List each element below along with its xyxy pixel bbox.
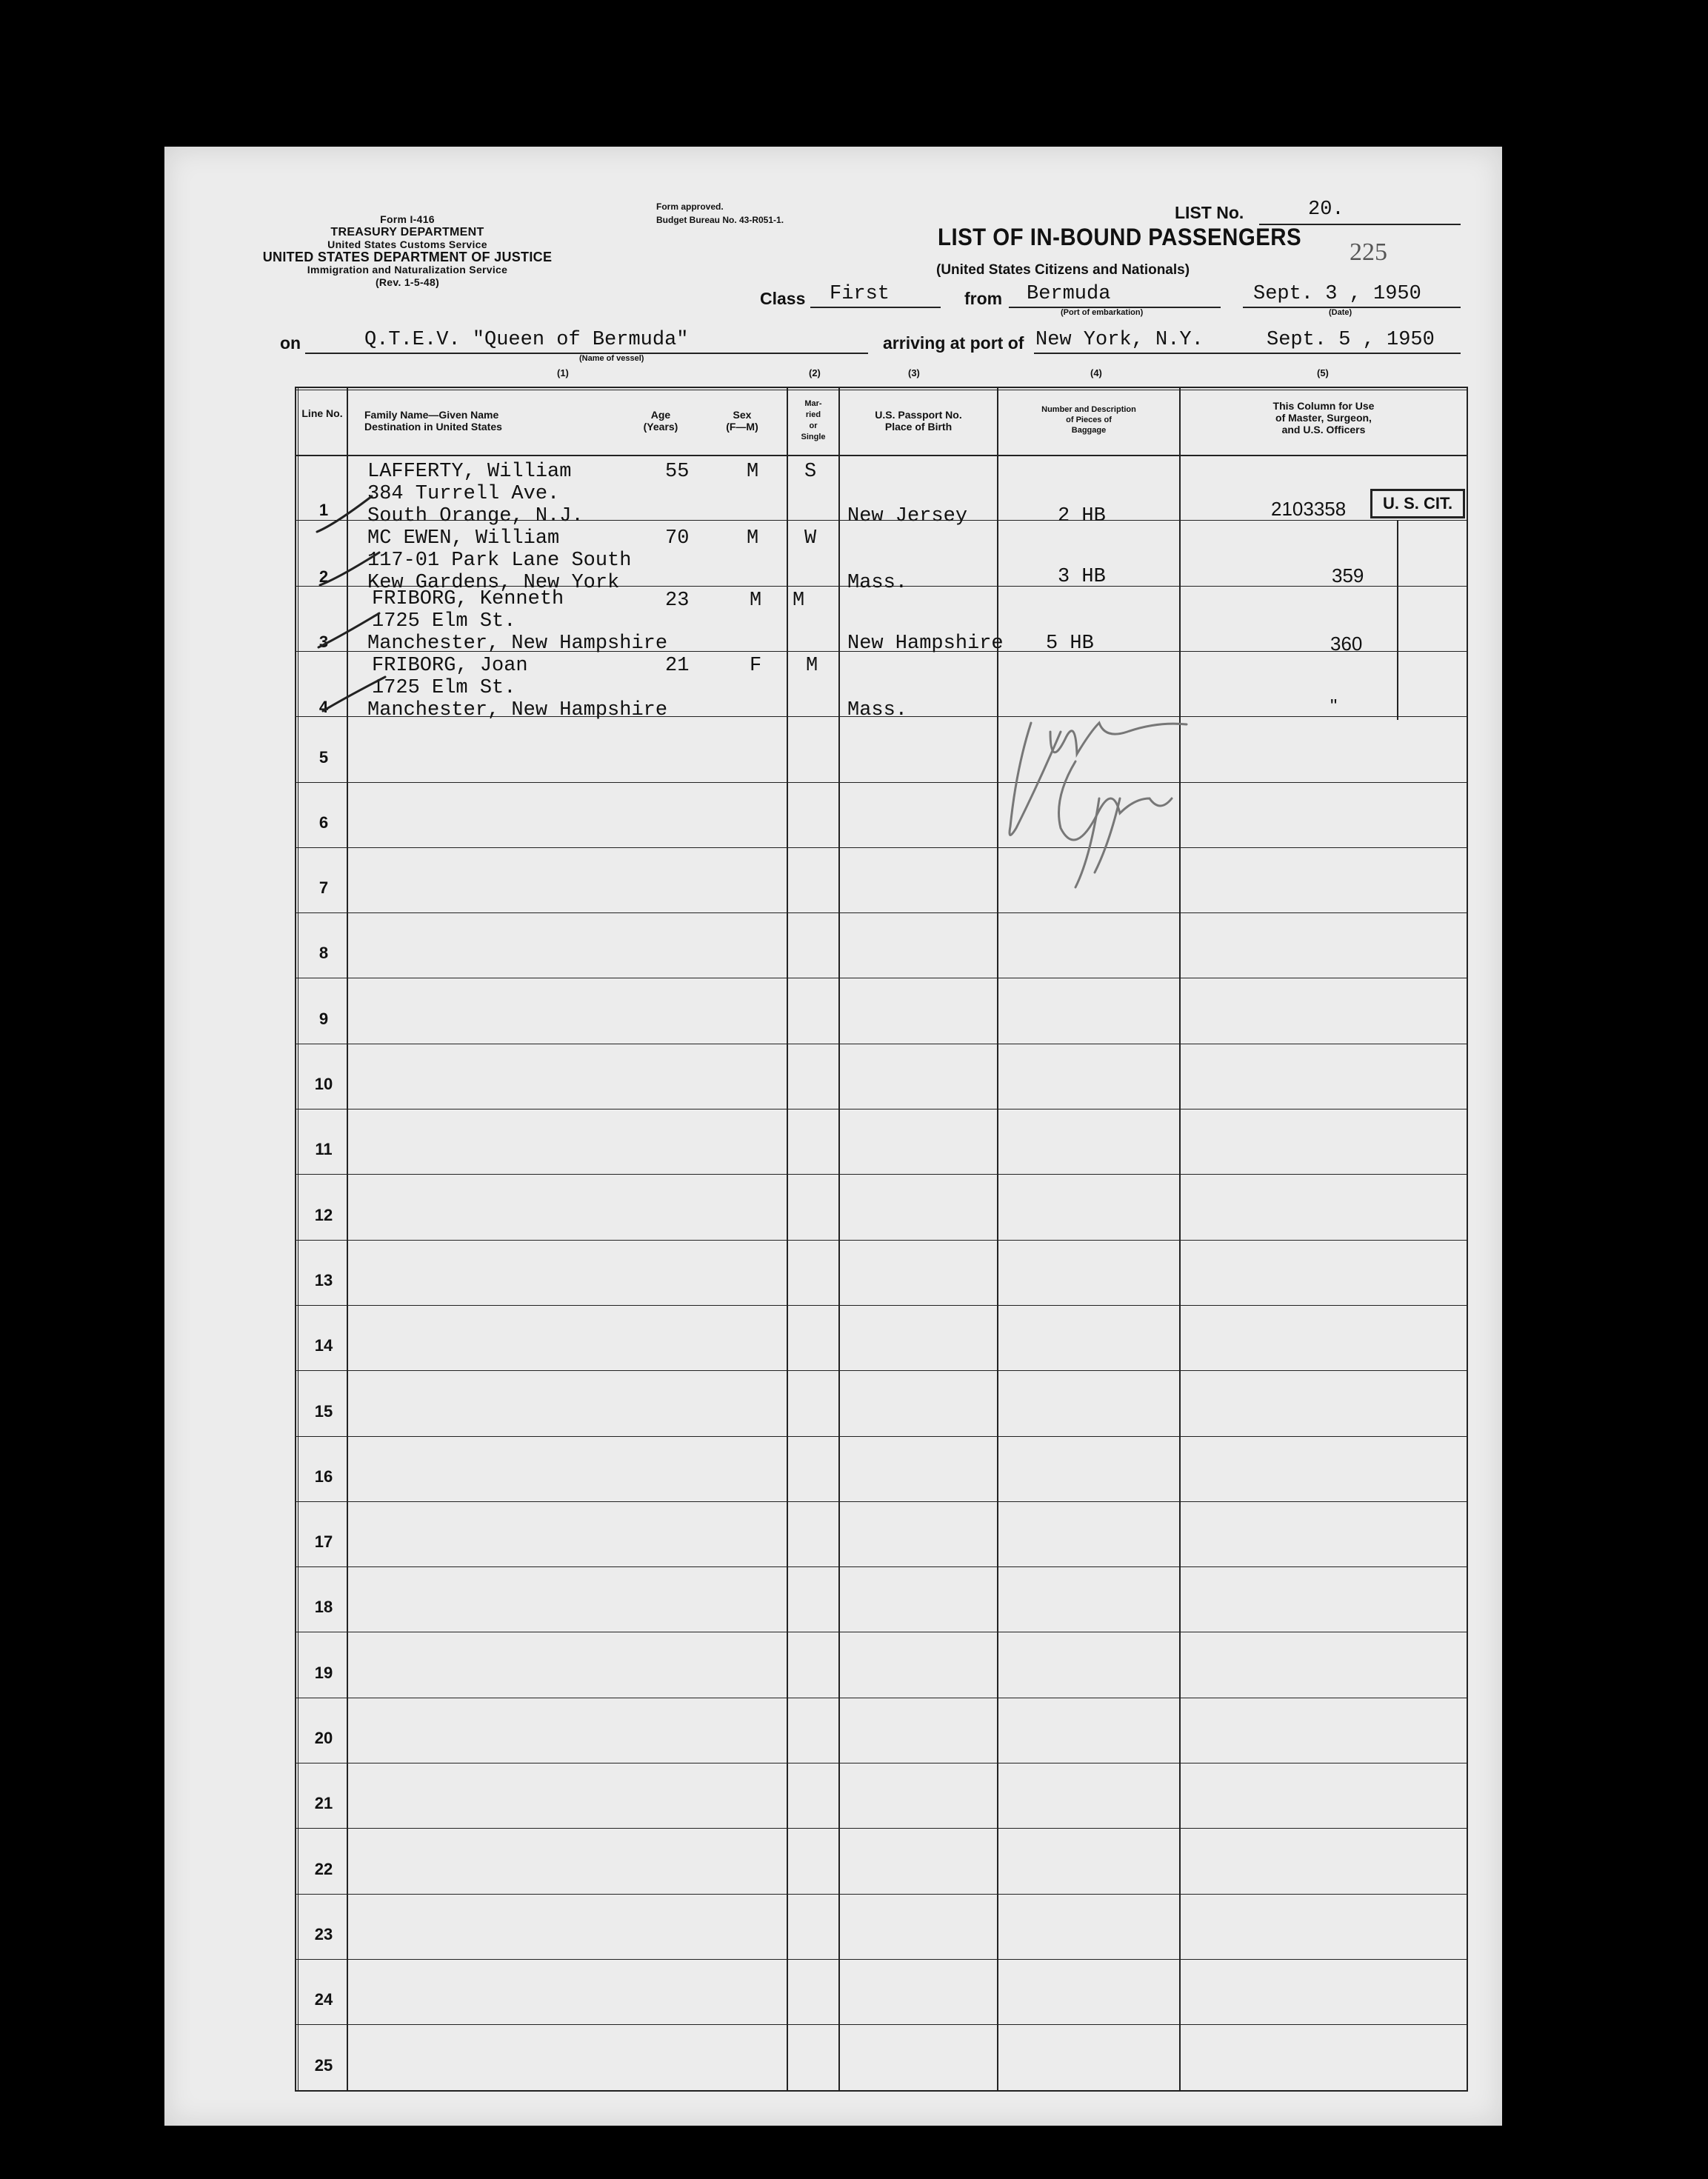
officer-note: 2103358 <box>1271 498 1347 520</box>
baggage: 3 HB <box>1058 566 1106 588</box>
passenger-name: LAFFERTY, William <box>367 461 572 483</box>
vessel-caption: (Name of vessel) <box>579 354 644 363</box>
passenger-name: FRIBORG, Kenneth <box>372 588 564 610</box>
line-number: 12 <box>314 1206 333 1224</box>
row-rule <box>295 1370 1468 1371</box>
page-number: 225 <box>1350 238 1387 266</box>
passenger-city: Kew Gardens, New York <box>367 572 620 594</box>
row-rule <box>295 1501 1468 1502</box>
passenger-address: 1725 Elm St. <box>372 610 516 633</box>
page-subtitle: (United States Citizens and Nationals) <box>936 262 1190 278</box>
revision: (Rev. 1-5-48) <box>375 276 440 288</box>
passenger-marital: M <box>806 655 818 677</box>
baggage: 5 HB <box>1046 633 1094 655</box>
col-num-3: (3) <box>908 367 920 378</box>
passenger-name: MC EWEN, William <box>367 527 560 550</box>
class-label: Class <box>760 289 806 308</box>
birthplace: New Hampshire <box>847 633 1004 655</box>
us-citizen-stamp: U. S. CIT. <box>1370 489 1465 518</box>
line-number: 8 <box>318 944 329 962</box>
form-approved: Form approved. <box>656 201 724 212</box>
line-number: 10 <box>314 1075 333 1093</box>
passenger-sex: F <box>750 655 762 677</box>
from-port: Bermuda <box>1027 283 1111 305</box>
row-rule <box>295 2024 1468 2025</box>
passenger-city: Manchester, New Hampshire <box>367 699 668 721</box>
line-number: 9 <box>318 1010 329 1028</box>
row-rule <box>295 2090 1468 2091</box>
row-rule <box>295 1305 1468 1306</box>
header-married: Mar- ried or Single <box>801 399 826 441</box>
header-officers: This Column for Use of Master, Surgeon, and U.S. Officers <box>1272 400 1375 436</box>
passenger-age: 55 <box>665 461 690 483</box>
page-title: LIST OF IN-BOUND PASSENGERS <box>938 224 1302 250</box>
line-number: 17 <box>314 1532 333 1551</box>
row-rule <box>295 1240 1468 1241</box>
passenger-marital: W <box>804 527 817 550</box>
passenger-address: 117-01 Park Lane South <box>367 550 632 572</box>
line-number: 22 <box>314 1860 333 1878</box>
line-number: 20 <box>314 1729 333 1747</box>
line-number: 24 <box>314 1990 333 2009</box>
row-rule <box>295 1959 1468 1960</box>
line-number: 2 <box>318 567 329 586</box>
line-number: 1 <box>318 501 329 519</box>
header-baggage: Number and Description of Pieces of Baggage <box>1041 405 1136 435</box>
line-number: 5 <box>318 748 329 767</box>
line-number: 15 <box>314 1402 333 1421</box>
line-number: 13 <box>314 1271 333 1289</box>
form-number: Form I-416 <box>380 213 435 225</box>
line-number: 14 <box>314 1336 333 1355</box>
row-rule <box>295 1828 1468 1829</box>
class-value: First <box>830 283 890 305</box>
birthplace: Mass. <box>847 699 908 721</box>
budget-bureau: Budget Bureau No. 43-R051-1. <box>656 215 784 225</box>
line-number: 25 <box>314 2056 333 2075</box>
check-mark <box>320 553 379 585</box>
line-number: 21 <box>314 1794 333 1812</box>
col-num-2: (2) <box>809 367 821 378</box>
list-no: 20. <box>1308 198 1344 221</box>
check-mark <box>323 677 385 711</box>
line-number: 4 <box>318 698 329 716</box>
handwriting-overlay <box>164 147 1502 1035</box>
passenger-marital: M <box>793 590 805 612</box>
passenger-age: 23 <box>665 590 690 612</box>
passenger-sex: M <box>750 590 762 612</box>
line-number: 11 <box>315 1140 333 1158</box>
line-number: 7 <box>318 878 329 897</box>
officer-note: 359 <box>1332 564 1364 587</box>
arrival-date: Sept. 5 , 1950 <box>1267 329 1435 351</box>
check-mark <box>318 613 379 647</box>
inspector-signature <box>1010 723 1187 887</box>
line-number: 18 <box>314 1598 333 1616</box>
passenger-name: FRIBORG, Joan <box>372 655 528 677</box>
customs-service: United States Customs Service <box>327 238 487 250</box>
header-age: Age (Years) <box>643 409 678 433</box>
check-mark <box>317 496 372 532</box>
officer-note: " <box>1330 695 1338 717</box>
passenger-age: 70 <box>665 527 690 550</box>
list-no-label: LIST No. <box>1175 203 1244 222</box>
justice-dept: UNITED STATES DEPARTMENT OF JUSTICE <box>262 250 553 264</box>
birthplace: Mass. <box>847 572 908 594</box>
date-caption: (Date) <box>1329 308 1352 317</box>
line-number: 23 <box>314 1925 333 1943</box>
passenger-marital: S <box>804 461 817 483</box>
line-number: 6 <box>318 813 329 832</box>
row-rule <box>295 1566 1468 1567</box>
passenger-sex: M <box>747 461 759 483</box>
header-line-no: Line No. <box>301 407 343 419</box>
col-num-1: (1) <box>557 367 569 378</box>
arrival-port: New York, N.Y. <box>1035 329 1204 351</box>
ins-service: Immigration and Naturalization Service <box>307 264 508 276</box>
line-number: 16 <box>314 1467 333 1486</box>
passenger-address: 384 Turrell Ave. <box>367 483 560 505</box>
passenger-sex: M <box>747 527 759 550</box>
header-passport: U.S. Passport No. Place of Birth <box>875 409 962 433</box>
passenger-city: South Orange, N.J. <box>367 505 584 527</box>
col-num-4: (4) <box>1090 367 1102 378</box>
line-number: 3 <box>318 633 329 651</box>
row-rule <box>295 1436 1468 1437</box>
passenger-age: 21 <box>665 655 690 677</box>
treasury-dept: TREASURY DEPARTMENT <box>330 226 484 238</box>
passenger-address: 1725 Elm St. <box>372 677 516 699</box>
manifest-page <box>164 147 1502 2126</box>
from-label: from <box>964 289 1003 308</box>
col-num-5: (5) <box>1317 367 1329 378</box>
from-caption: (Port of embarkation) <box>1061 308 1144 317</box>
officer-note: 360 <box>1330 633 1363 655</box>
departure-date: Sept. 3 , 1950 <box>1253 283 1421 305</box>
arriving-label: arriving at port of <box>883 333 1024 353</box>
header-sex: Sex (F—M) <box>726 409 758 433</box>
birthplace: New Jersey <box>847 505 968 527</box>
vessel-name: Q.T.E.V. "Queen of Bermuda" <box>364 329 689 351</box>
baggage: 2 HB <box>1058 505 1106 527</box>
header-name: Family Name—Given Name Destination in United States <box>364 409 502 433</box>
passenger-city: Manchester, New Hampshire <box>367 633 668 655</box>
row-rule <box>295 1894 1468 1895</box>
line-number: 19 <box>314 1664 333 1682</box>
on-label: on <box>280 333 301 353</box>
row-rule <box>295 1174 1468 1175</box>
